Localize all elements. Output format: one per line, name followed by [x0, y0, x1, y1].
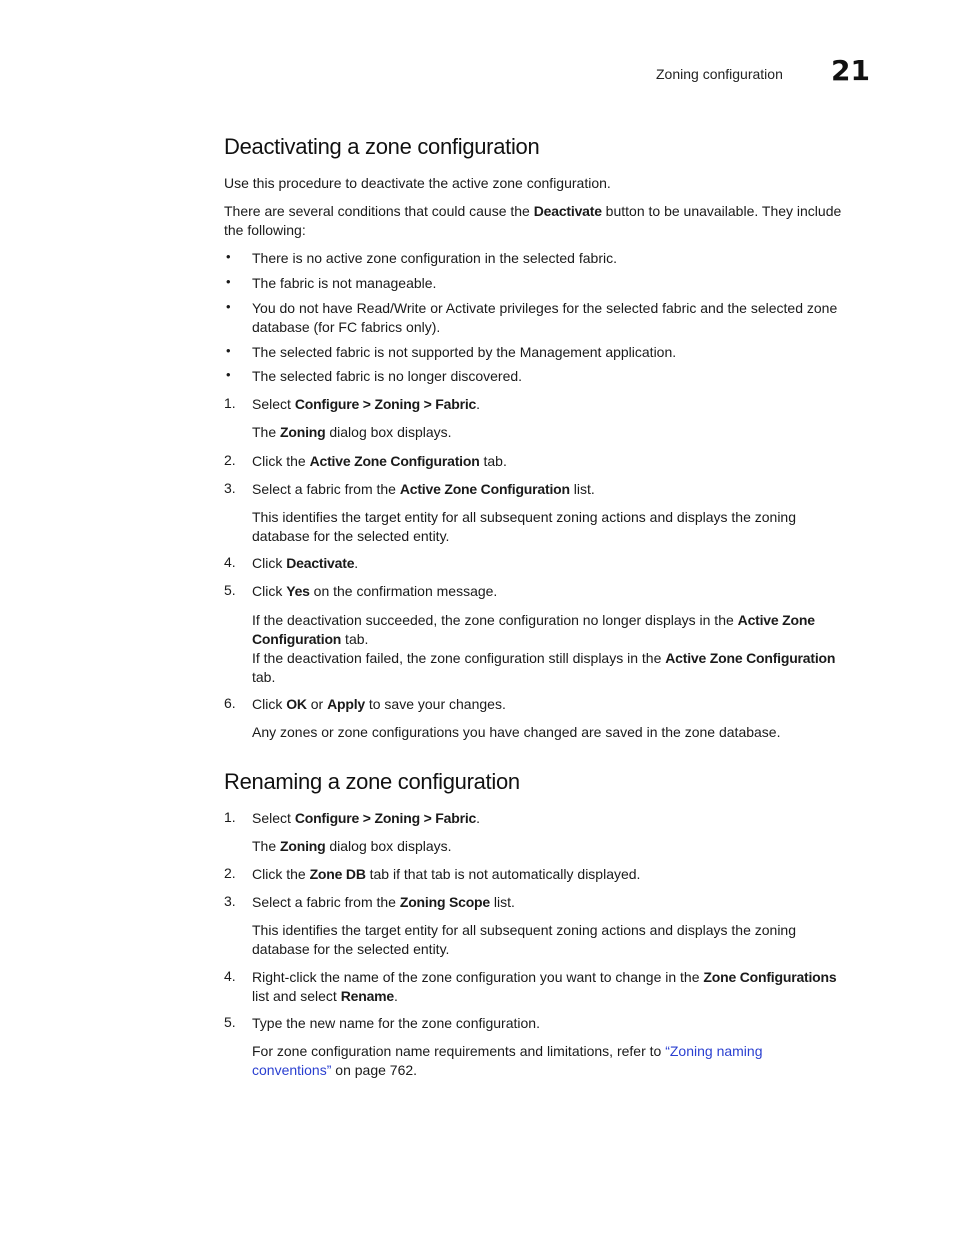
step-3: Select a fabric from the Zoning Scope list. [252, 894, 515, 910]
bullet-mark: • [226, 299, 231, 314]
intro-paragraph: Use this procedure to deactivate the active zone configuration. [224, 175, 611, 191]
step-1-result: The Zoning dialog box displays. [252, 838, 452, 854]
step-number: 1. [224, 395, 236, 411]
step-1-result: The Zoning dialog box displays. [252, 424, 452, 440]
step-5-result: If the deactivation succeeded, the zone configuration no longer displays in the Active Zone Configuration tab. If the deactivation failed, the zone configuration still displays in the Active Zone Configuration tab. [252, 612, 836, 685]
condition-item: The fabric is not manageable. [252, 275, 437, 291]
running-header-title: Zoning configuration [656, 66, 783, 82]
bullet-mark: • [226, 249, 231, 264]
step-5-result: For zone configuration name requirements and limitations, refer to “Zoning naming conventions” on page 762. [252, 1043, 763, 1078]
step-3-result: This identifies the target entity for all subsequent zoning actions and displays the zoning database for the selected entity. [252, 509, 796, 544]
condition-item: The selected fabric is no longer discovered. [252, 368, 523, 384]
bullet-mark: • [226, 343, 231, 358]
step-4: Right-click the name of the zone configuration you want to change in the Zone Configurations list and select Rename. [252, 969, 837, 1004]
section-heading-deactivating: Deactivating a zone configuration [224, 134, 540, 159]
step-number: 4. [224, 554, 236, 570]
step-5: Type the new name for the zone configuration. [252, 1015, 540, 1031]
zoning-naming-conventions-link[interactable]: “Zoning naming [665, 1043, 763, 1059]
step-1: Select Configure > Zoning > Fabric. [252, 810, 480, 826]
condition-item: You do not have Read/Write or Activate privileges for the selected fabric and the selected zone database (for FC fabrics only). [252, 300, 838, 335]
step-4: Click Deactivate. [252, 555, 359, 571]
step-6: Click OK or Apply to save your changes. [252, 696, 506, 712]
chapter-number: 21 [831, 54, 870, 87]
step-5: Click Yes on the confirmation message. [252, 583, 498, 599]
section-heading-renaming: Renaming a zone configuration [224, 769, 520, 794]
step-number: 1. [224, 809, 236, 825]
step-number: 5. [224, 582, 236, 598]
conditions-paragraph: There are several conditions that could cause the Deactivate button to be unavailable. They include the following: [224, 203, 842, 238]
step-number: 5. [224, 1014, 236, 1030]
step-3: Select a fabric from the Active Zone Configuration list. [252, 481, 595, 497]
bullet-mark: • [226, 274, 231, 289]
deactivate-term: Deactivate [533, 203, 602, 219]
menu-path: Configure > Zoning > Fabric [294, 810, 477, 826]
condition-item: The selected fabric is not supported by the Management application. [252, 344, 677, 360]
step-2: Click the Active Zone Configuration tab. [252, 453, 507, 469]
menu-path: Configure > Zoning > Fabric [294, 396, 477, 412]
zoning-naming-conventions-link[interactable]: conventions” [252, 1062, 332, 1078]
step-number: 4. [224, 968, 236, 984]
step-number: 3. [224, 480, 236, 496]
step-2: Click the Zone DB tab if that tab is not automatically displayed. [252, 866, 641, 882]
condition-item: There is no active zone configuration in the selected fabric. [252, 250, 617, 266]
step-number: 2. [224, 865, 236, 881]
step-1: Select Configure > Zoning > Fabric. [252, 396, 480, 412]
step-6-result: Any zones or zone configurations you have changed are saved in the zone database. [252, 724, 781, 740]
step-number: 2. [224, 452, 236, 468]
bullet-mark: • [226, 367, 231, 382]
step-3-result: This identifies the target entity for all subsequent zoning actions and displays the zoning database for the selected entity. [252, 922, 796, 957]
step-number: 6. [224, 695, 236, 711]
step-number: 3. [224, 893, 236, 909]
